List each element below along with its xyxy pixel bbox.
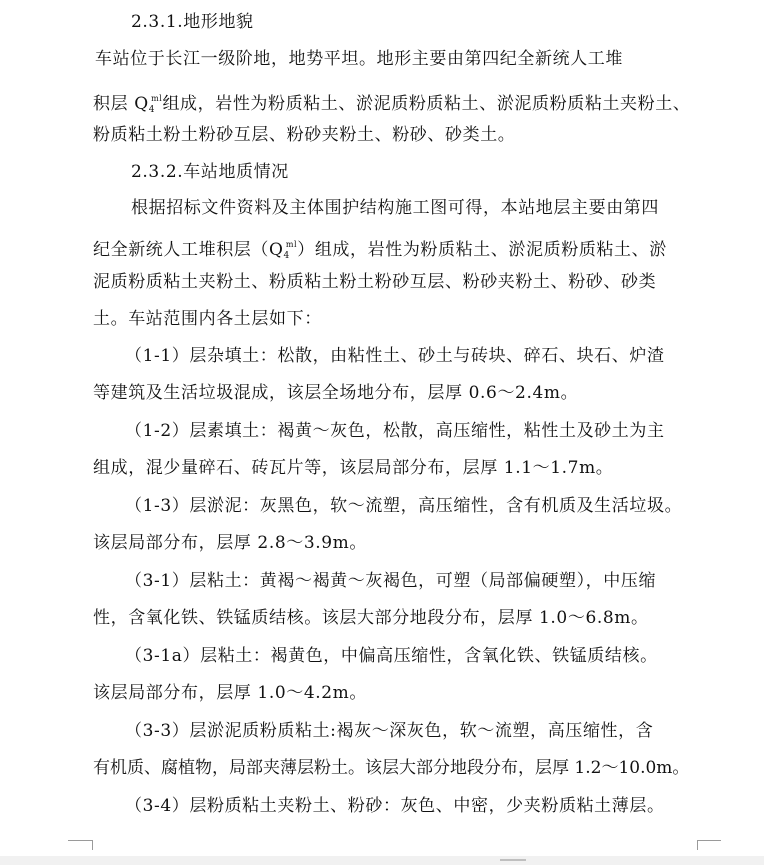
page-margin-corner-left-h [68, 840, 92, 841]
layer-item-line: 性，含氧化铁、铁锰质结核。该层大部分地段分布，层厚 1.0～6.8m。 [93, 608, 649, 628]
layer-item-line: （1-2）层素填土：褐黄～灰色，松散，高压缩性，粘性土及砂土为主 [125, 421, 665, 441]
section-heading-2-3-1: 2.3.1.地形地貌 [131, 12, 254, 32]
text-run: 纪全新统人工堆积层（Q [93, 240, 284, 260]
layer-item-line: 组成，混少量碎石、砖瓦片等，该层局部分布，层厚 1.1～1.7m。 [93, 458, 614, 478]
text-run: 积层 Q [93, 94, 149, 114]
layer-item-line: 该层局部分布，层厚 2.8～3.9m。 [93, 533, 367, 553]
paragraph-line: 泥质粉质粘土夹粉土、粉质粘土粉土粉砂互层、粉砂夹粉土、粉砂、砂类 [93, 272, 657, 292]
section-heading-2-3-2: 2.3.2.车站地质情况 [131, 162, 289, 182]
layer-item-line: （3-1）层粘土：黄褐～褐黄～灰褐色，可塑（局部偏硬塑），中压缩 [125, 571, 657, 591]
paragraph-line: 车站位于长江一级阶地，地势平坦。地形主要由第四纪全新统人工堆 [95, 49, 623, 69]
paragraph-line [93, 235, 667, 266]
paragraph-line: 粉质粘土粉土粉砂互层、粉砂夹粉土、粉砂、砂类土。 [93, 125, 516, 145]
superscript: ml [285, 240, 298, 249]
page-bottom-marker [500, 859, 526, 861]
layer-item-line: （3-3）层淤泥质粉质粘土:褐灰～深灰色，软～流塑，高压缩性，含 [125, 721, 654, 741]
subscript: 4 [148, 105, 156, 115]
superscript: ml [151, 94, 163, 103]
page-margin-corner-right-h [697, 840, 721, 841]
paragraph-line: 根据招标文件资料及主体围护结构施工图可得，本站地层主要由第四 [131, 198, 659, 218]
layer-item-line: （3-4）层粉质粘土夹粉土、粉砂：灰色、中密，少夹粉质粘土薄层。 [125, 796, 665, 816]
layer-item-line: （3-1a）层粘土：褐黄色，中偏高压缩性，含氧化铁、铁锰质结核。 [125, 646, 658, 666]
text-run: 组成，岩性为粉质粘土、淤泥质粉质粘土、淤泥质粉质粘土夹粉土、 [162, 94, 691, 114]
layer-item-line: 等建筑及生活垃圾混成，该层全场地分布，层厚 0.6～2.4m。 [93, 383, 579, 403]
subscript: 4 [283, 251, 290, 261]
layer-item-line: 该层局部分布，层厚 1.0～4.2m。 [93, 683, 367, 703]
page-margin-corner-right [697, 840, 722, 850]
layer-item-line: （1-1）层杂填土：松散，由粘性土、砂土与砖块、碎石、块石、炉渣 [125, 346, 665, 366]
layer-item-line: （1-3）层淤泥：灰黑色，软～流塑，高压缩性，含有机质及生活垃圾。 [125, 496, 683, 516]
text-run: ）组成，岩性为粉质粘土、淤泥质粉质粘土、淤 [297, 240, 667, 260]
page-bottom-strip [0, 856, 764, 865]
layer-item-line: 有机质、腐植物，局部夹薄层粉土。该层大部分地段分布，层厚 1.2～10.0m。 [93, 758, 690, 778]
page-margin-corner-left [68, 840, 93, 850]
paragraph-line [93, 89, 690, 120]
paragraph-line: 土。车站范围内各土层如下： [93, 309, 322, 329]
